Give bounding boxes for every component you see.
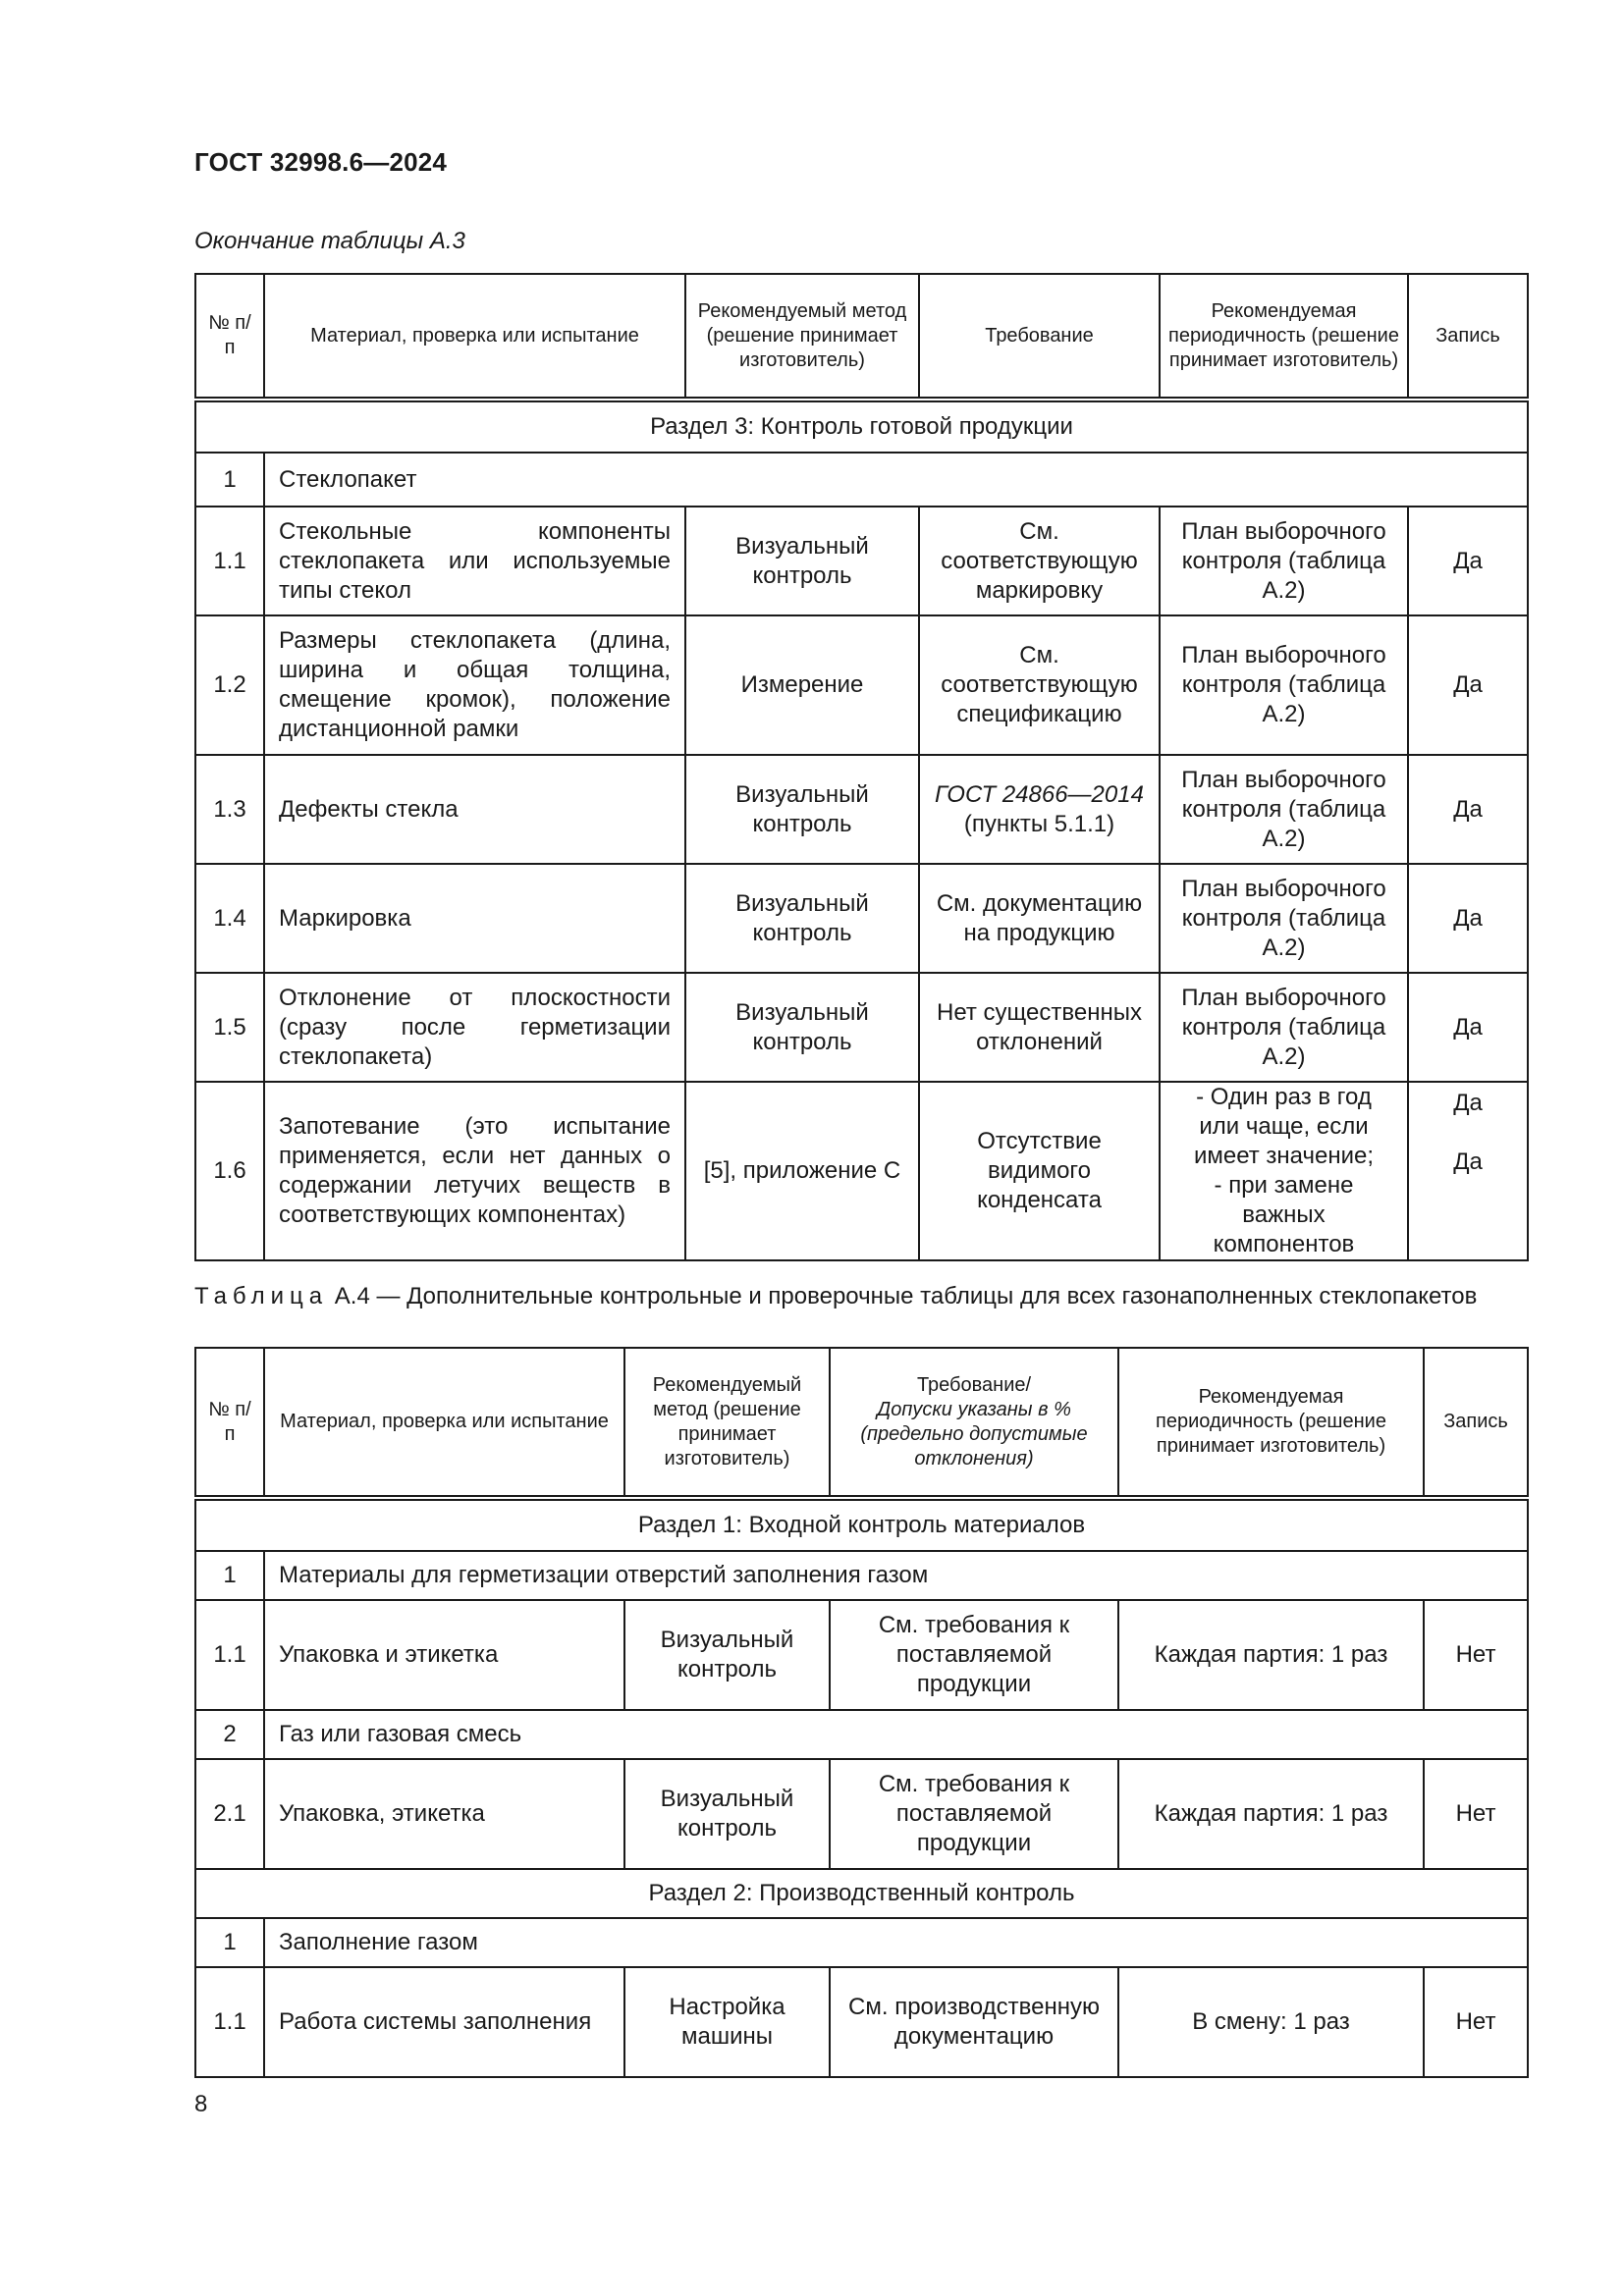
table-row — [195, 973, 1528, 1082]
cell-period: План выборочного контроля (таблица А.2) — [1160, 507, 1408, 615]
cell-record: Да — [1408, 615, 1528, 755]
table-row — [195, 1082, 1528, 1260]
record-component-change: Да — [1453, 1148, 1483, 1175]
col-header-record: Запись — [1424, 1348, 1528, 1498]
table-row — [195, 1967, 1528, 2077]
table-row — [195, 1759, 1528, 1869]
cell-period: План выборочного контроля (таблица А.2) — [1160, 755, 1408, 864]
cell-material: Отклонение от плоскостности (сразу после герметизации стеклопакета) — [264, 973, 685, 1082]
col-header-period: Рекомендуемая периодичность (решение принимает изготовитель) — [1118, 1348, 1424, 1498]
cell-requirement: См. требования к поставляемой продукции — [830, 1759, 1118, 1869]
cell-period: Каждая партия: 1 раз — [1118, 1600, 1424, 1710]
record-annual: Да — [1453, 1090, 1483, 1116]
row-num: 1 — [195, 1551, 264, 1600]
cell-requirement: См. производственную документацию — [830, 1967, 1118, 2077]
section-title: Раздел 2: Производственный контроль — [195, 1869, 1528, 1918]
table-a4-caption-text: А.4 — Дополнительные контрольные и проверочные таблицы для всех газонаполненных стеклопакетов — [334, 1283, 1478, 1309]
cell-method: Визуальный контроль — [685, 973, 919, 1082]
row-num: 1.6 — [195, 1082, 264, 1260]
document-id: ГОСТ 32998.6—2024 — [194, 147, 448, 177]
group-label: Газ или газовая смесь — [264, 1710, 1528, 1759]
cell-material: Запотевание (это испытание применяется, если нет данных о содержании летучих веществ в соответствующих компонентах) — [264, 1082, 685, 1260]
group-row — [195, 1551, 1528, 1600]
row-num: 1.4 — [195, 864, 264, 973]
cell-requirement: См. требования к поставляемой продукции — [830, 1600, 1118, 1710]
page-number: 8 — [194, 2091, 208, 2117]
cell-material: Размеры стеклопакета (длина, ширина и общая толщина, смещение кромок), положение дистанционной рамки — [264, 615, 685, 755]
row-num: 1.1 — [195, 1967, 264, 2077]
cell-requirement: См. соответствующую маркировку — [919, 507, 1160, 615]
table-header-row — [195, 1348, 1528, 1498]
record-spacer — [1423, 1118, 1513, 1148]
cell-method: Визуальный контроль — [685, 755, 919, 864]
section-title: Раздел 1: Входной контроль материалов — [195, 1498, 1528, 1551]
table-row — [195, 755, 1528, 864]
col-header-requirement-note: Допуски указаны в % (предельно допустимые отклонения) — [860, 1398, 1088, 1469]
cell-record: Да — [1408, 864, 1528, 973]
col-header-requirement: Требование — [919, 274, 1160, 400]
cell-method: Визуальный контроль — [624, 1759, 830, 1869]
cell-material: Упаковка и этикетка — [264, 1600, 624, 1710]
table-a3 — [194, 273, 1529, 1261]
period-component-change: - при замене важных компонентов — [1213, 1172, 1355, 1257]
col-header-method: Рекомендуемый метод (решение принимает изготовитель) — [624, 1348, 830, 1498]
col-header-record: Запись — [1408, 274, 1528, 400]
group-label: Материалы для герметизации отверстий заполнения газом — [264, 1551, 1528, 1600]
cell-method: [5], приложение С — [685, 1082, 919, 1260]
row-num: 1.1 — [195, 1600, 264, 1710]
clause-reference: (пункты 5.1.1) — [963, 810, 1115, 837]
cell-material: Упаковка, этикетка — [264, 1759, 624, 1869]
cell-record: Да — [1408, 507, 1528, 615]
col-header-requirement — [830, 1348, 1118, 1498]
table-row — [195, 864, 1528, 973]
table-a4 — [194, 1347, 1529, 2078]
group-label: Стеклопакет — [264, 453, 1528, 507]
cell-period: В смену: 1 раз — [1118, 1967, 1424, 2077]
cell-record: Да — [1408, 755, 1528, 864]
col-header-period: Рекомендуемая периодичность (решение принимает изготовитель) — [1160, 274, 1408, 400]
cell-requirement: См. документацию на продукцию — [919, 864, 1160, 973]
cell-record — [1408, 1082, 1528, 1260]
cell-requirement: Нет существенных отклонений — [919, 973, 1160, 1082]
cell-method: Визуальный контроль — [685, 864, 919, 973]
table-a3-caption: Окончание таблицы А.3 — [194, 228, 465, 254]
cell-requirement: Отсутствие видимого конденсата — [919, 1082, 1160, 1260]
cell-method: Визуальный контроль — [624, 1600, 830, 1710]
cell-record: Нет — [1424, 1600, 1528, 1710]
section-row — [195, 400, 1528, 453]
row-num: 2.1 — [195, 1759, 264, 1869]
cell-method: Измерение — [685, 615, 919, 755]
row-num: 1.2 — [195, 615, 264, 755]
cell-record: Нет — [1424, 1759, 1528, 1869]
cell-requirement — [919, 755, 1160, 864]
section-title: Раздел 3: Контроль готовой продукции — [195, 400, 1528, 453]
row-num: 1 — [195, 453, 264, 507]
cell-record: Нет — [1424, 1967, 1528, 2077]
cell-period: План выборочного контроля (таблица А.2) — [1160, 615, 1408, 755]
col-header-num: № п/п — [195, 1348, 264, 1498]
section-row — [195, 1498, 1528, 1551]
row-num: 1 — [195, 1918, 264, 1967]
cell-material: Работа системы заполнения — [264, 1967, 624, 2077]
standard-reference: ГОСТ 24866—2014 — [935, 780, 1144, 808]
col-header-num: № п/п — [195, 274, 264, 400]
table-row — [195, 507, 1528, 615]
cell-period: Каждая партия: 1 раз — [1118, 1759, 1424, 1869]
cell-method: Настройка машины — [624, 1967, 830, 2077]
section-row — [195, 1869, 1528, 1918]
table-row — [195, 615, 1528, 755]
cell-material: Стекольные компоненты стеклопакета или используемые типы стекол — [264, 507, 685, 615]
group-label: Заполнение газом — [264, 1918, 1528, 1967]
cell-record: Да — [1408, 973, 1528, 1082]
table-row — [195, 1600, 1528, 1710]
table-a4-caption — [194, 1283, 1477, 1310]
cell-period: План выборочного контроля (таблица А.2) — [1160, 864, 1408, 973]
row-num: 2 — [195, 1710, 264, 1759]
row-num: 1.5 — [195, 973, 264, 1082]
cell-period — [1160, 1082, 1408, 1260]
table-header-row — [195, 274, 1528, 400]
cell-material: Дефекты стекла — [264, 755, 685, 864]
row-num: 1.3 — [195, 755, 264, 864]
col-header-method: Рекомендуемый метод (решение принимает изготовитель) — [685, 274, 919, 400]
group-row — [195, 1918, 1528, 1967]
cell-method: Визуальный контроль — [685, 507, 919, 615]
cell-material: Маркировка — [264, 864, 685, 973]
row-num: 1.1 — [195, 507, 264, 615]
col-header-material: Материал, проверка или испытание — [264, 1348, 624, 1498]
cell-period: План выборочного контроля (таблица А.2) — [1160, 973, 1408, 1082]
col-header-material: Материал, проверка или испытание — [264, 274, 685, 400]
cell-requirement: См. соответствующую спецификацию — [919, 615, 1160, 755]
group-row — [195, 1710, 1528, 1759]
period-annual: - Один раз в год или чаще, если имеет значение; — [1193, 1084, 1375, 1169]
group-row — [195, 453, 1528, 507]
col-header-requirement-title: Требование/ — [916, 1373, 1032, 1396]
table-a4-caption-label: Таблица — [194, 1283, 329, 1309]
